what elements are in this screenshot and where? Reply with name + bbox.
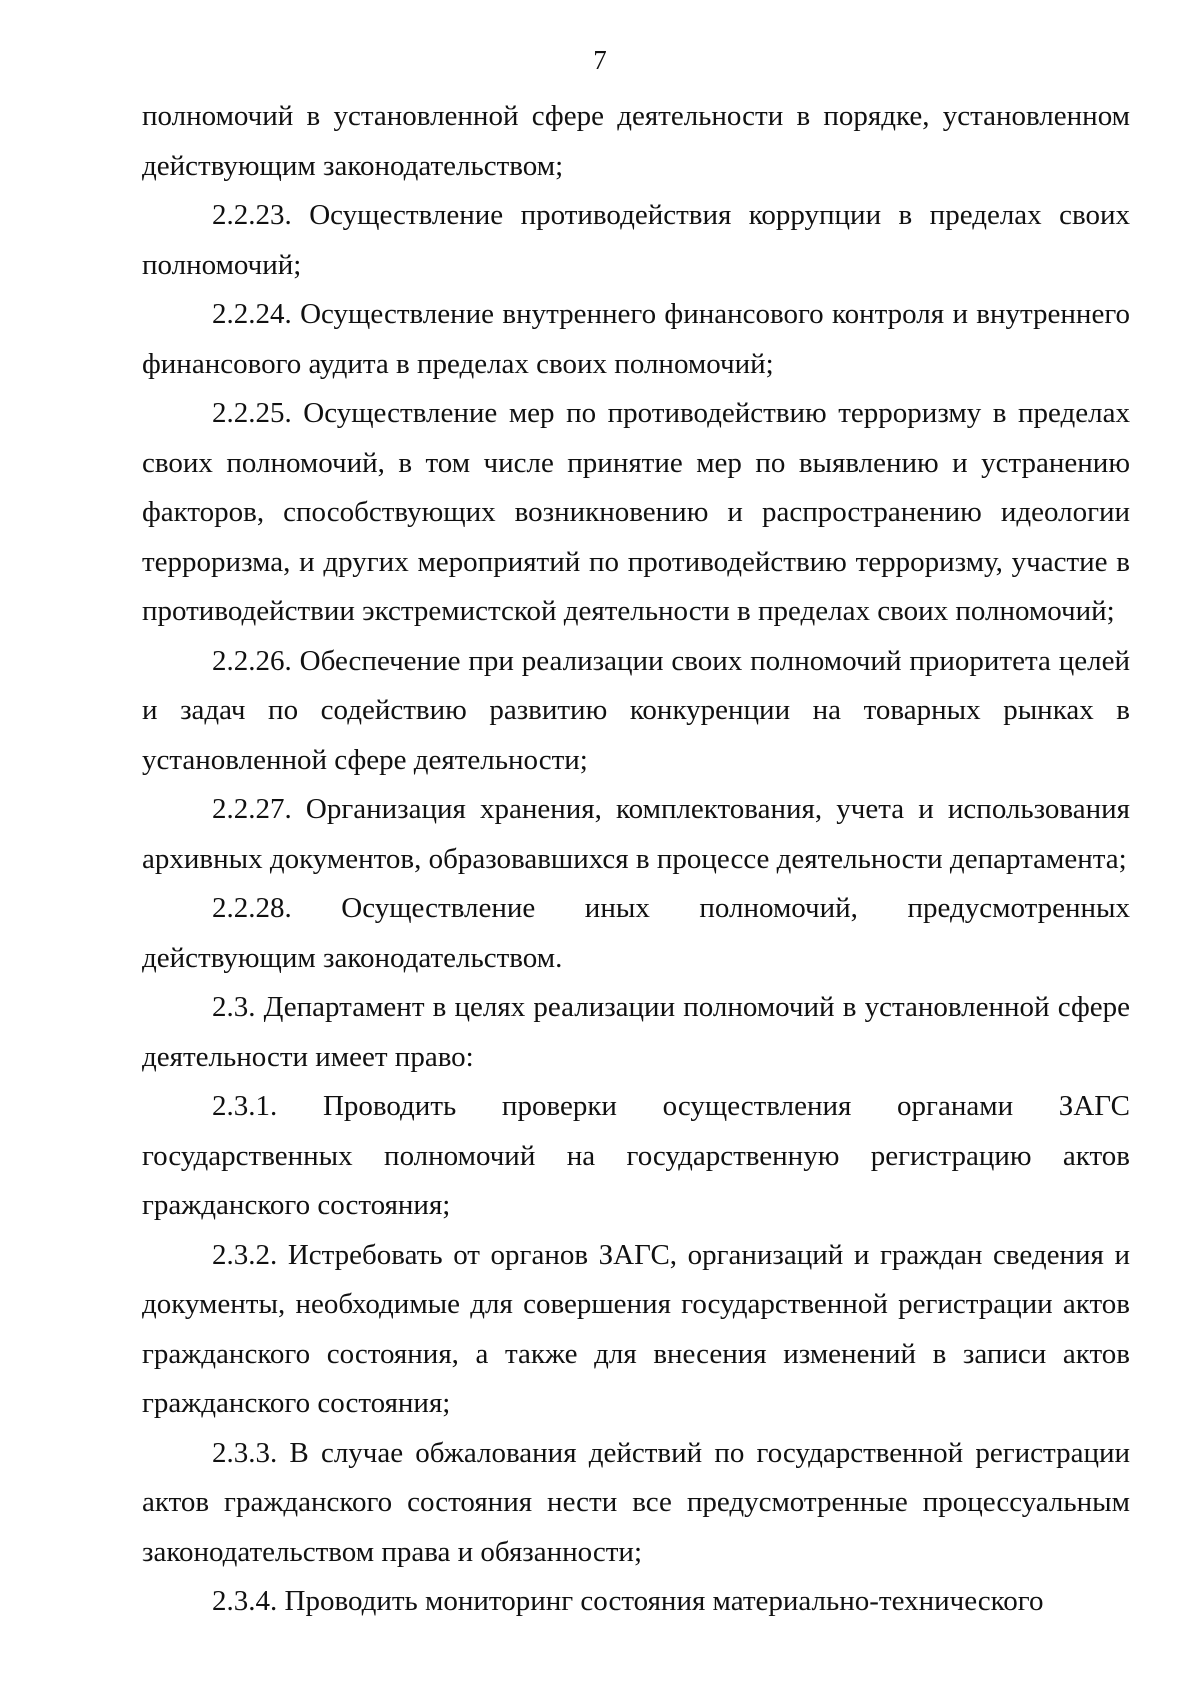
paragraph-2-3-2: 2.3.2. Истребовать от органов ЗАГС, организаций и граждан сведения и документы, необходимые для совершения государственной регистрации актов гражданского состояния, а также для внесения изменений в записи актов гражданского состояния; <box>142 1238 1130 1419</box>
paragraph-2-3: 2.3. Департамент в целях реализации полномочий в установленной сфере деятельности имеет право: <box>142 991 1130 1073</box>
paragraph-2-2-24: 2.2.24. Осуществление внутреннего финансового контроля и внутреннего финансового аудита в пределах своих полномочий; <box>142 298 1130 380</box>
paragraph-2-2-28: 2.2.28. Осуществление иных полномочий, предусмотренных действующим законодательством. <box>142 892 1130 974</box>
paragraph-2-3-4: 2.3.4. Проводить мониторинг состояния материально-технического <box>212 1585 1044 1617</box>
page-number: 7 <box>593 45 607 75</box>
paragraph-2-2-27: 2.2.27. Организация хранения, комплектования, учета и использования архивных документов, образовавшихся в процессе деятельности департамента; <box>142 793 1130 875</box>
paragraph-2-2-26: 2.2.26. Обеспечение при реализации своих полномочий приоритета целей и задач по содействию развитию конкуренции на товарных рынках в установленной сфере деятельности; <box>142 644 1130 776</box>
paragraph-2-2-23: 2.2.23. Осуществление противодействия коррупции в пределах своих полномочий; <box>142 199 1130 281</box>
paragraph-2-3-1: 2.3.1. Проводить проверки осуществления органами ЗАГС государственных полномочий на государственную регистрацию актов гражданского состояния; <box>142 1090 1130 1221</box>
document-body <box>142 92 1130 1627</box>
paragraph-continuation: полномочий в установленной сфере деятельности в порядке, установленном действующим законодательством; <box>142 100 1130 182</box>
paragraph-2-2-25: 2.2.25. Осуществление мер по противодействию терроризму в пределах своих полномочий, в том числе принятие мер по выявлению и устранению факторов, способствующих возникновению и распространению идеологии терроризма, и других мероприятий по противодействию терроризму, участие в противодействии экстремистской деятельности в пределах своих полномочий; <box>142 397 1130 627</box>
paragraph-2-3-3: 2.3.3. В случае обжалования действий по государственной регистрации актов гражданского состояния нести все предусмотренные процессуальным законодательством права и обязанности; <box>142 1436 1130 1568</box>
